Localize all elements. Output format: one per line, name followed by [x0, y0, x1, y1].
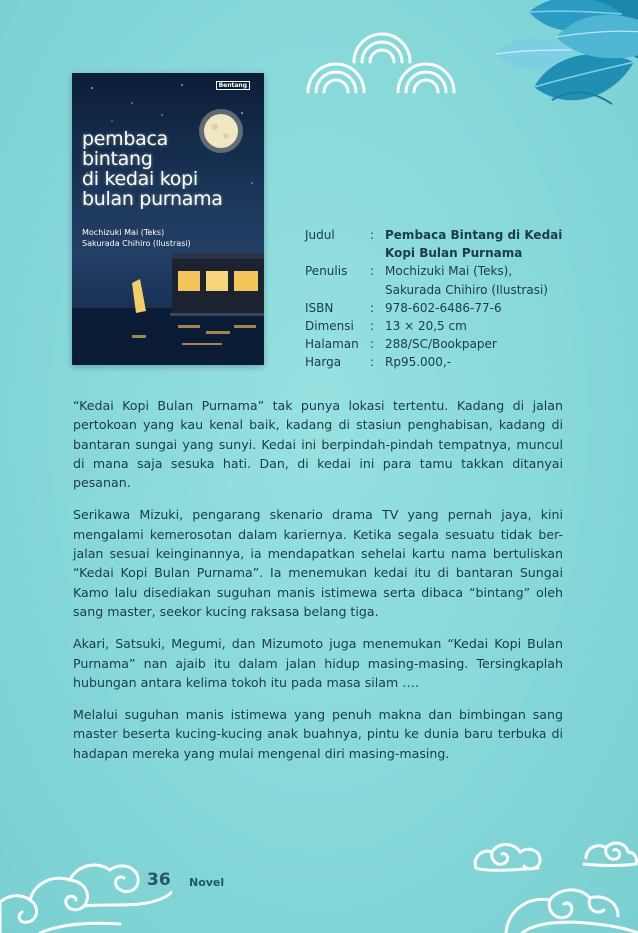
- meta-row-author: Penulis : Mochizuki Mai (Teks),: [305, 264, 513, 279]
- cover-authors: Mochizuki Mai (Teks) Sakurada Chihiro (Ilustrasi): [82, 228, 191, 248]
- synopsis-paragraph: “Kedai Kopi Bulan Purnama” tak punya lokasi tertentu. Kadang di jalan pertokoan yang kau kenal baik, kadang di stasiun penghabisan, kadang di bantaran sungai yang sunyi. Kedai ini berpindah-pindah tempatnya, muncul di mana saja sesuka hati. Dan, di kedai ini para tamu takkan ditanyai pesanan.: [73, 398, 563, 491]
- cover-illustration: [72, 73, 264, 365]
- meta-row-title-cont: Kopi Bulan Purnama: [385, 246, 523, 261]
- meta-row-price: Harga : Rp95.000,-: [305, 355, 452, 370]
- page-number: 36: [147, 870, 171, 890]
- leaves-decoration-icon: [494, 0, 638, 132]
- synopsis-paragraph: Melalui suguhan manis istimewa yang penuh makna dan bimbingan sang master beserta kucing-kucing anak buahnya, pintu ke dunia baru terbuka di hadapan mereka yang mulai mengenal diri masing-masing.: [73, 707, 563, 761]
- meta-row-author-cont: Sakurada Chihiro (Ilustrasi): [385, 282, 548, 297]
- cover-publisher-logo: Bentang: [216, 81, 250, 90]
- synopsis-paragraph: Serikawa Mizuki, pengarang skenario drama TV yang pernah jaya, kini mengalami kemerosotan dalam kariernya. Ketika segala sesuatu tidak ber-jalan sesuai keinginannya, ia mendapatkan sehelai kartu nama bertuliskan “Kedai Kopi Bulan Purnama”. Ia menemukan kedai itu di bantaran Sungai Kamo lalu disediakan suguhan manis istimewa serta dibaca “bintang” oleh sang master, seekor kucing raksasa belang tiga.: [73, 507, 563, 619]
- synopsis: [73, 396, 563, 776]
- meta-row-dimension: Dimensi : 13 × 20,5 cm: [305, 319, 467, 334]
- book-cover: [72, 73, 264, 365]
- cover-title: pembaca bintang di kedai kopi bulan purnama: [82, 128, 223, 210]
- meta-row-isbn: ISBN : 978-602-6486-77-6: [305, 300, 502, 315]
- section-label: Novel: [189, 876, 225, 889]
- wave-arcs-decoration-icon: [302, 22, 460, 104]
- meta-row-title: Judul : Pembaca Bintang di Kedai: [305, 228, 563, 242]
- meta-row-pages: Halaman : 288/SC/Bookpaper: [305, 337, 497, 352]
- cloud-swirl-right-icon: [466, 838, 638, 933]
- synopsis-paragraph: Akari, Satsuki, Megumi, dan Mizumoto juga menemukan “Kedai Kopi Bulan Purnama” nan ajaib itu dalam jalan hidup masing-masing. Tersingkaplah hubungan antara kelima tokoh itu pada masa silam ….: [73, 636, 563, 690]
- book-metadata: [305, 226, 565, 372]
